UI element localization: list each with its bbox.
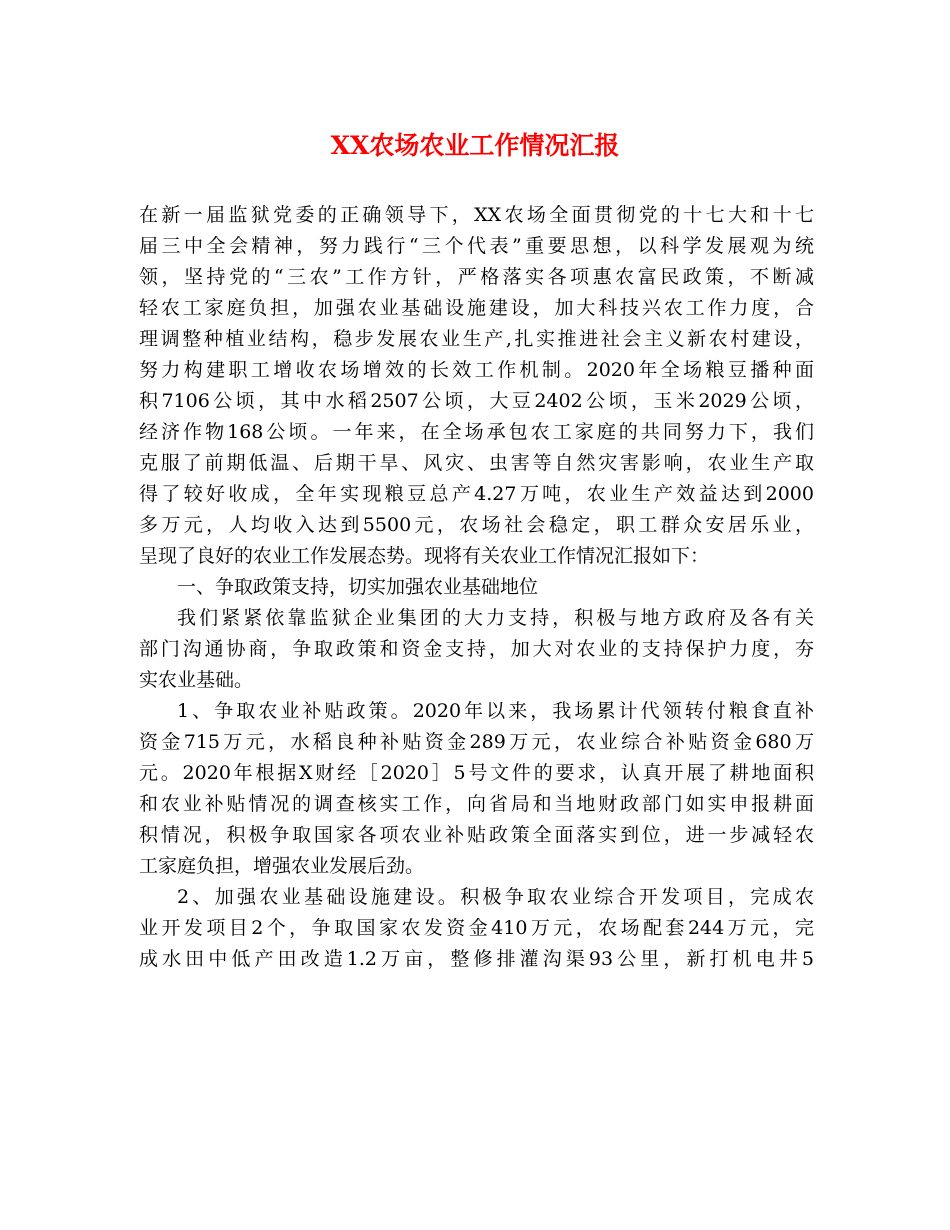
paragraph-line: 得了较好收成，全年实现粮豆总产4.27万吨，农业生产效益达到2000	[139, 483, 814, 505]
paragraph-first-line: 我们紧紧依靠监狱企业集团的大力支持，积极与地方政府及各有关	[177, 607, 814, 629]
paragraph-line: 和农业补贴情况的调查核实工作，向省局和当地财政部门如实申报耕面	[139, 793, 814, 815]
document-title: XX农场农业工作情况汇报	[330, 131, 620, 160]
paragraph-line: 积情况，积极争取国家各项农业补贴政策全面落实到位，进一步减轻农	[139, 824, 814, 846]
paragraph-first-line: 2、加强农业基础设施建设。积极争取农业综合开发项目，完成农	[177, 886, 814, 908]
paragraph-line: 部门沟通协商，争取政策和资金支持，加大对农业的支持保护力度，夯	[139, 638, 814, 660]
paragraph-line: 克服了前期低温、后期干旱、风灾、虫害等自然灾害影响，农业生产取	[139, 452, 814, 474]
paragraph-line: 业开发项目2个，争取国家农发资金410万元，农场配套244万元，完	[139, 917, 814, 939]
paragraph-line: 经济作物168公顷。一年来，在全场承包农工家庭的共同努力下，我们	[139, 421, 814, 443]
document-body	[139, 200, 814, 975]
paragraph-first-line: 一、争取政策支持，切实加强农业基础地位	[177, 576, 539, 598]
paragraph-line: 积7106公顷，其中水稻2507公顷，大豆2402公顷，玉米2029公顷，	[139, 390, 814, 412]
paragraph-line: 资金715万元，水稻良种补贴资金289万元，农业综合补贴资金680万	[139, 731, 814, 753]
paragraph-line: 元。2020年根据X财经［2020］5号文件的要求，认真开展了耕地面积	[139, 762, 814, 784]
paragraph-line: 成水田中低产田改造1.2万亩，整修排灌沟渠93公里，新打机电井5	[139, 948, 814, 970]
paragraph-line: 实农业基础。	[139, 669, 254, 691]
paragraph-line: 在新一届监狱党委的正确领导下，XX农场全面贯彻党的十七大和十七	[139, 204, 814, 226]
paragraph-line: 领，坚持党的“三农”工作方针，严格落实各项惠农富民政策，不断减	[139, 266, 814, 288]
paragraph-first-line: 1、争取农业补贴政策。2020年以来，我场累计代领转付粮食直补	[177, 700, 814, 722]
paragraph-line: 工家庭负担，增强农业发展后劲。	[139, 855, 425, 877]
paragraph-line: 呈现了良好的农业工作发展态势。现将有关农业工作情况汇报如下：	[139, 545, 710, 567]
paragraph-line: 多万元，人均收入达到5500元，农场社会稳定，职工群众安居乐业，	[139, 514, 814, 536]
paragraph-line: 努力构建职工增收农场增效的长效工作机制。2020年全场粮豆播种面	[139, 359, 814, 381]
paragraph-line: 届三中全会精神，努力践行“三个代表”重要思想，以科学发展观为统	[139, 235, 814, 257]
paragraph-line: 理调整种植业结构，稳步发展农业生产,扎实推进社会主义新农村建设，	[139, 328, 814, 350]
paragraph-line: 轻农工家庭负担，加强农业基础设施建设，加大科技兴农工作力度，合	[139, 297, 814, 319]
